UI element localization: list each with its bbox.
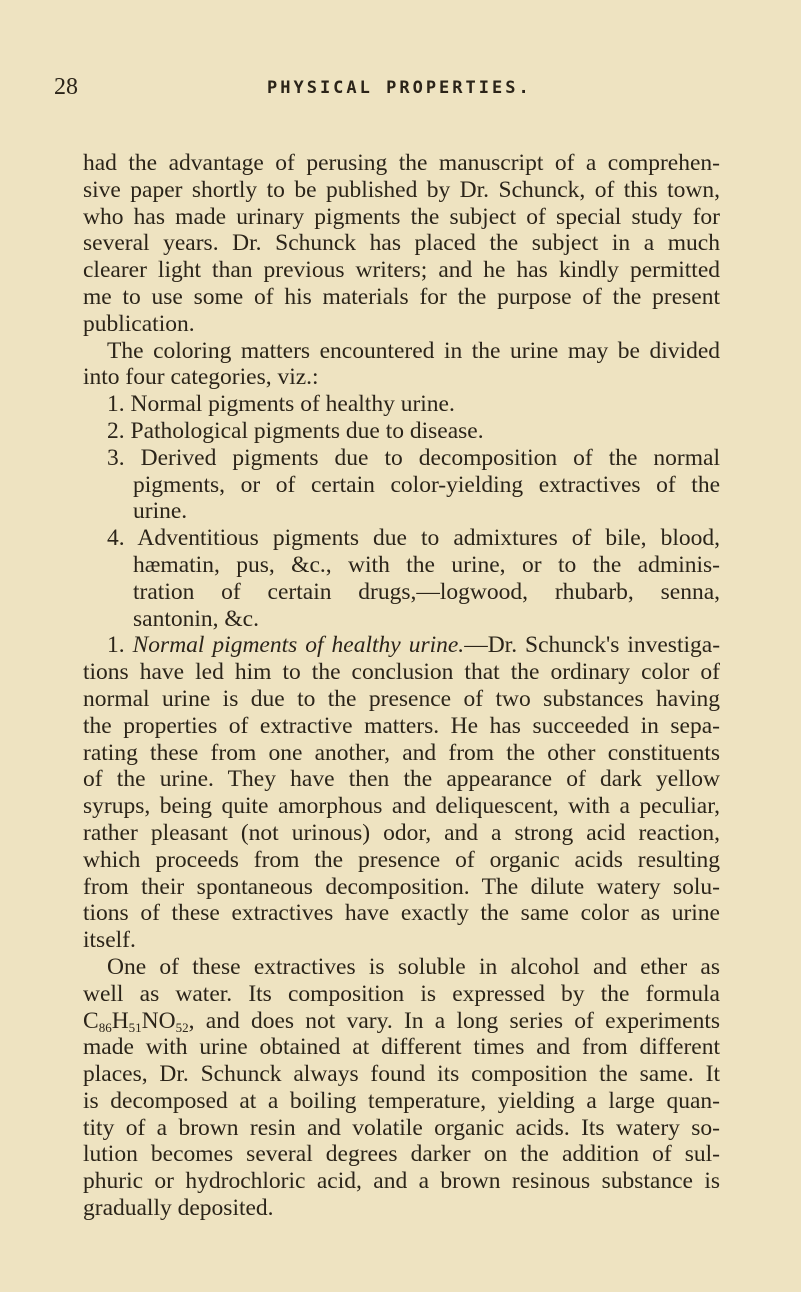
chemical-formula: [83, 1008, 189, 1034]
list-item-cont: tration of certain drugs,—logwood, rhubarb, senna,: [133, 578, 720, 605]
text-line: of the urine. They have then the appearance of dark yellow: [83, 766, 720, 793]
page-number: 28: [54, 74, 78, 100]
formula-subscript: 52: [175, 1019, 189, 1035]
formula-element: NO: [141, 1007, 176, 1034]
text-line: places, Dr. Schunck always found its composition the same. It: [83, 1061, 720, 1088]
text-line: well as water. Its composition is expressed by the formula: [83, 980, 720, 1007]
page-header: [54, 74, 714, 104]
section-heading-line: [83, 632, 720, 659]
text-line: into four categories, viz.:: [83, 364, 319, 391]
formula-subscript: 86: [98, 1019, 112, 1035]
page-body: [83, 150, 720, 1222]
running-title: PHYSICAL PROPERTIES.: [267, 78, 532, 98]
text-line: publication.: [83, 310, 195, 337]
text-line: lution becomes several degrees darker on the addition of sul-: [83, 1141, 720, 1168]
text-line: gradually deposited.: [83, 1195, 274, 1222]
text-line: me to use some of his materials for the purpose of the present: [83, 283, 720, 310]
text-line: tions of these extractives have exactly the same color as urine: [83, 900, 720, 927]
list-item-cont: hæmatin, pus, &c., with the urine, or to the adminis-: [133, 551, 720, 578]
text-line: which proceeds from the presence of organic acids resulting: [83, 846, 720, 873]
section-heading: Normal pigments of healthy urine.: [132, 632, 465, 659]
text-span: —Dr. Schunck's investiga-: [464, 632, 721, 659]
text-line: had the advantage of perusing the manuscript of a comprehen-: [83, 150, 720, 176]
list-item-cont: urine.: [133, 498, 188, 525]
text-line: made with urine obtained at different times and from different: [83, 1034, 720, 1061]
list-item: 3. Derived pigments due to decomposition of the normal: [107, 444, 720, 471]
text-line: clearer light than previous writers; and he has kindly permitted: [83, 257, 720, 284]
text-line: from their spontaneous decomposition. The dilute watery solu-: [83, 873, 720, 900]
text-line: several years. Dr. Schunck has placed the subject in a much: [83, 230, 720, 257]
formula-subscript: 51: [128, 1019, 142, 1035]
text-line: the properties of extractive matters. He has succeeded in sepa-: [83, 712, 720, 739]
text-line: sive paper shortly to be published by Dr. Schunck, of this town,: [83, 176, 720, 203]
list-item: 4. Adventitious pigments due to admixtures of bile, blood,: [107, 525, 720, 552]
list-item-cont: santonin, &c.: [133, 605, 259, 632]
formula-element: C: [83, 1007, 99, 1034]
text-line: itself.: [83, 927, 136, 954]
text-line: rating these from one another, and from the other constituents: [83, 739, 720, 766]
text-line: phuric or hydrochloric acid, and a brown resinous substance is: [83, 1168, 720, 1195]
text-line: The coloring matters encountered in the urine may be divided: [107, 337, 720, 364]
list-item-cont: pigments, or of certain color-yielding extractives of the: [133, 471, 720, 498]
list-item: 1. Normal pigments of healthy urine.: [107, 391, 455, 418]
text-line: One of these extractives is soluble in alcohol and ether as: [107, 953, 720, 980]
text-line: is decomposed at a boiling temperature, yielding a large quan-: [83, 1087, 720, 1114]
text-line: syrups, being quite amorphous and deliquescent, with a peculiar,: [83, 793, 720, 820]
text-line: normal urine is due to the presence of two substances having: [83, 685, 720, 712]
list-item: 2. Pathological pigments due to disease.: [107, 417, 484, 444]
section-number: 1.: [107, 632, 125, 659]
formula-element: H: [111, 1007, 129, 1034]
text-line: rather pleasant (not urinous) odor, and a strong acid reaction,: [83, 819, 720, 846]
formula-line: [83, 1008, 720, 1035]
text-line: who has made urinary pigments the subject of special study for: [83, 203, 720, 230]
text-line: tity of a brown resin and volatile organic acids. Its watery so-: [83, 1114, 720, 1141]
text-span: , and does not vary. In a long series of experiments: [188, 1007, 720, 1034]
text-line: tions have led him to the conclusion that the ordinary color of: [83, 659, 720, 686]
